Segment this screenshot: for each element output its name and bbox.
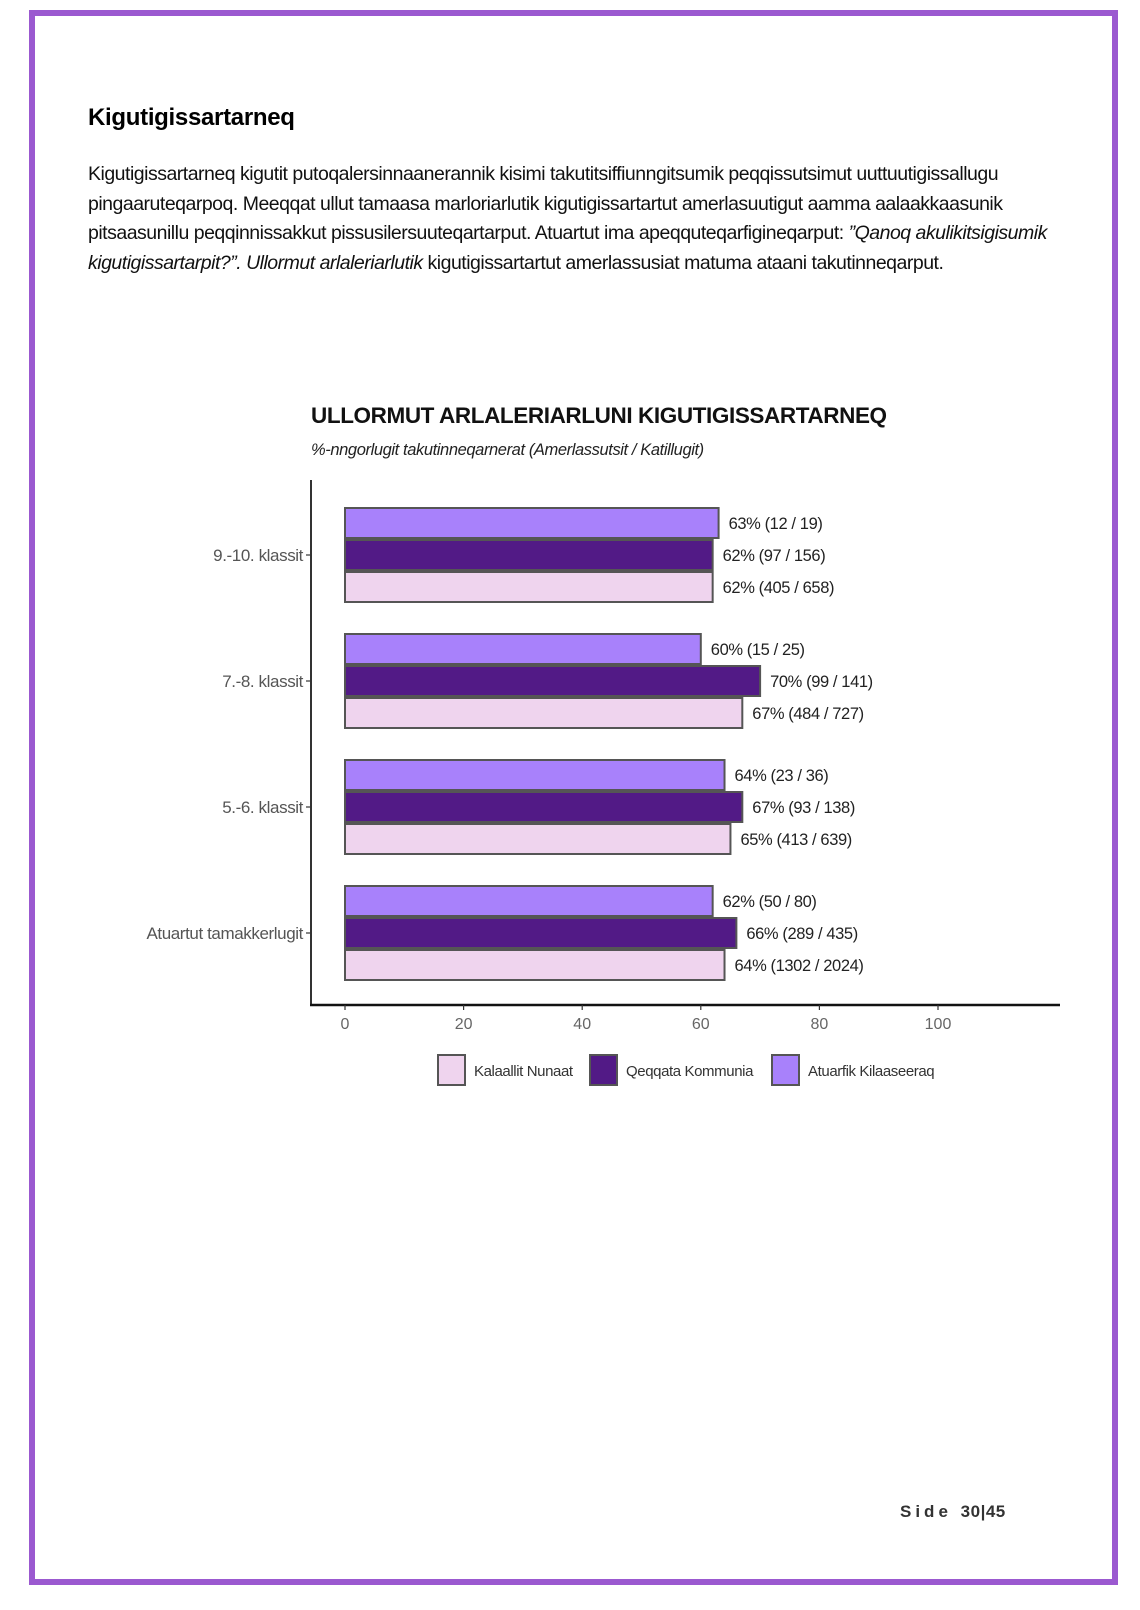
x-tick-label: 100 — [924, 1016, 952, 1033]
bar — [345, 760, 725, 790]
data-label: 67% (484 / 727) — [752, 705, 864, 723]
bar — [345, 950, 725, 980]
data-label: 65% (413 / 639) — [740, 831, 852, 849]
category-label: Atuartut tamakkerlugit — [146, 924, 303, 943]
chart-subtitle: %-nngorlugit takutinneqarnerat (Amerlassutsit / Katillugit) — [311, 441, 704, 459]
data-label: 62% (97 / 156) — [722, 547, 826, 565]
category-label: 9.-10. klassit — [213, 546, 303, 565]
data-label: 66% (289 / 435) — [746, 925, 858, 943]
bar — [345, 792, 742, 822]
category-label: 5.-6. klassit — [222, 798, 303, 817]
data-label: 62% (50 / 80) — [722, 893, 817, 911]
bar — [345, 886, 713, 916]
legend-swatch — [772, 1055, 799, 1085]
legend-label: Qeqqata Kommunia — [626, 1063, 754, 1080]
data-label: 60% (15 / 25) — [710, 641, 805, 659]
paragraph-text-1: Kigutigissartarneq kigutit putoqalersinnaanerannik kisimi takutitsiffiunngitsumik peqqissutsimut uuttuutigissallugu pingaaruteqarpoq. Meeqqat ullut tamaasa marloriarlutik kigutigissartartut amerlasuutigut aamma aalaakkaasunik pitsaasunillu peqqinnissakkut pissusilersuuteqartarput. Atuartut ima apeqquteqarfigineqarput: — [88, 163, 1003, 244]
x-tick-label: 20 — [454, 1016, 473, 1033]
legend-swatch — [590, 1055, 617, 1085]
bar — [345, 634, 701, 664]
bar — [345, 540, 713, 570]
page-current: 30 — [960, 1502, 981, 1521]
category-label: 7.-8. klassit — [222, 672, 303, 691]
page-separator: | — [980, 1502, 986, 1521]
x-tick-label: 80 — [810, 1016, 829, 1033]
bar — [345, 918, 736, 948]
chart-title: ULLORMUT ARLALERIARLUNI KIGUTIGISSARTARNEQ — [311, 403, 887, 428]
page-number — [900, 1502, 1006, 1522]
bar — [345, 666, 760, 696]
data-label: 63% (12 / 19) — [728, 515, 823, 533]
legend-swatch — [438, 1055, 465, 1085]
page-total: 45 — [985, 1502, 1006, 1521]
bar — [345, 572, 713, 602]
data-label: 67% (93 / 138) — [752, 799, 855, 817]
section-heading: Kigutigissartarneq — [88, 104, 295, 131]
bar — [345, 824, 730, 854]
x-tick-label: 0 — [340, 1016, 350, 1033]
data-label: 64% (1302 / 2024) — [734, 957, 864, 975]
legend-label: Kalaallit Nunaat — [474, 1063, 573, 1080]
page-label: Side — [900, 1502, 952, 1521]
x-tick-label: 40 — [573, 1016, 592, 1033]
data-label: 62% (405 / 658) — [722, 579, 835, 597]
paragraph-quote: ”Qanoq akulikitsigisumik kigutigissartarpit?”. Ullormut arlaleriarlutik — [88, 222, 1047, 274]
bar — [345, 698, 742, 728]
data-label: 70% (99 / 141) — [770, 673, 873, 691]
bar — [345, 508, 719, 538]
data-label: 64% (23 / 36) — [734, 767, 829, 785]
legend-label: Atuarfik Kilaaseeraq — [808, 1063, 935, 1080]
paragraph-text-2: kigutigissartartut amerlassusiat matuma ataani takutinneqarput. — [422, 251, 944, 274]
x-tick-label: 60 — [691, 1016, 710, 1033]
